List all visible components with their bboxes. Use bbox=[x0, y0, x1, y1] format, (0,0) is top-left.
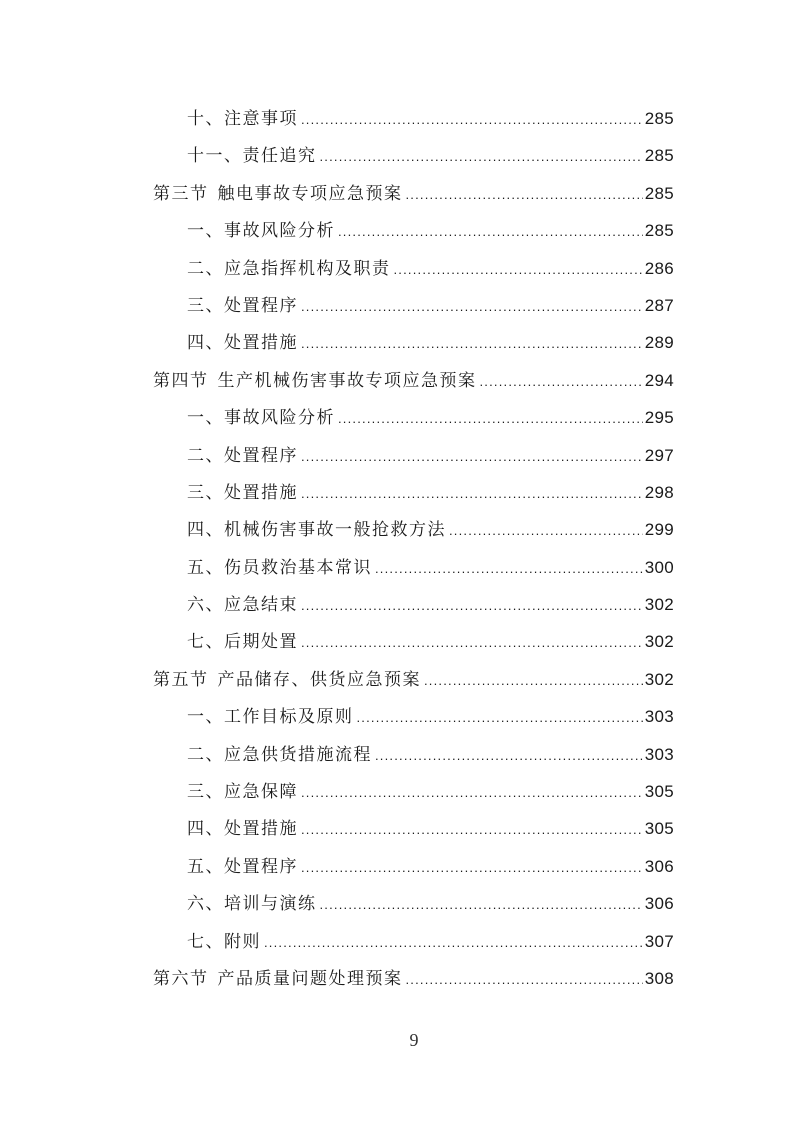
toc-entry-page: 297 bbox=[644, 445, 674, 465]
toc-entry-page: 303 bbox=[644, 707, 674, 727]
toc-entry[interactable] bbox=[153, 923, 674, 960]
dot-leader bbox=[301, 849, 643, 886]
toc-entry-label: 一、工作目标及原则 bbox=[187, 707, 354, 728]
toc-entry[interactable] bbox=[153, 848, 674, 885]
section-number: 第六节 bbox=[153, 968, 209, 989]
toc-entry-label: 六、应急结束 bbox=[187, 595, 298, 616]
dot-leader bbox=[406, 961, 643, 998]
toc-entry-label: 二、应急指挥机构及职责 bbox=[187, 258, 391, 279]
toc-entry-label: 十一、责任追究 bbox=[187, 146, 317, 167]
toc-entry-page: 305 bbox=[644, 782, 674, 802]
toc-entry-page: 300 bbox=[644, 557, 674, 577]
toc-entry-page: 299 bbox=[644, 520, 674, 540]
section-number: 第四节 bbox=[153, 370, 209, 391]
toc-entry[interactable] bbox=[153, 736, 674, 773]
toc-entry[interactable] bbox=[153, 549, 674, 586]
dot-leader bbox=[449, 512, 643, 549]
toc-entry[interactable] bbox=[153, 399, 674, 436]
toc-section-entry[interactable] bbox=[153, 175, 674, 212]
toc-entry-page: 285 bbox=[644, 183, 674, 203]
toc-entry-page: 302 bbox=[644, 632, 674, 652]
toc-entry-page: 302 bbox=[644, 595, 674, 615]
toc-entry[interactable] bbox=[153, 773, 674, 810]
toc-section-entry[interactable] bbox=[153, 661, 674, 698]
toc-entry-page: 306 bbox=[644, 856, 674, 876]
toc-entry-page: 287 bbox=[644, 295, 674, 315]
toc-entry-page: 302 bbox=[644, 669, 674, 689]
toc-entry-page: 305 bbox=[644, 819, 674, 839]
toc-entry-page: 294 bbox=[644, 370, 674, 390]
dot-leader bbox=[320, 886, 643, 923]
page-number: 9 bbox=[409, 1030, 419, 1050]
toc-entry[interactable] bbox=[153, 324, 674, 361]
toc-entry[interactable] bbox=[153, 437, 674, 474]
toc-entry[interactable] bbox=[153, 137, 674, 174]
toc-entry[interactable] bbox=[153, 586, 674, 623]
dot-leader bbox=[264, 924, 643, 961]
toc-entry[interactable] bbox=[153, 810, 674, 847]
toc-entry-label: 三、处置措施 bbox=[187, 482, 298, 503]
toc-entry-label: 生产机械伤害事故专项应急预案 bbox=[217, 370, 477, 391]
toc-entry-page: 307 bbox=[644, 931, 674, 951]
toc-entry-label: 三、应急保障 bbox=[187, 782, 298, 803]
dot-leader bbox=[301, 475, 643, 512]
toc-entry-label: 四、处置措施 bbox=[187, 819, 298, 840]
toc-entry-label: 产品质量问题处理预案 bbox=[217, 968, 403, 989]
dot-leader bbox=[357, 699, 643, 736]
toc-entry-label: 七、后期处置 bbox=[187, 632, 298, 653]
toc-entry-label: 十、注意事项 bbox=[187, 109, 298, 129]
toc-entry-label: 触电事故专项应急预案 bbox=[217, 183, 403, 204]
toc-entry-label: 一、事故风险分析 bbox=[187, 221, 335, 242]
toc-entry[interactable] bbox=[153, 885, 674, 922]
section-number: 第五节 bbox=[153, 669, 209, 690]
toc-entry-page: 285 bbox=[644, 221, 674, 241]
toc-entry[interactable] bbox=[153, 511, 674, 548]
toc-entry-page: 285 bbox=[644, 146, 674, 166]
toc-entry[interactable] bbox=[153, 287, 674, 324]
dot-leader bbox=[301, 624, 643, 661]
toc-entry[interactable] bbox=[153, 623, 674, 660]
dot-leader bbox=[301, 438, 643, 475]
toc-entry-page: 306 bbox=[644, 894, 674, 914]
toc-entry-label: 五、伤员救治基本常识 bbox=[187, 557, 372, 578]
dot-leader bbox=[338, 400, 643, 437]
dot-leader bbox=[301, 774, 643, 811]
toc-entry-label: 五、处置程序 bbox=[187, 856, 298, 877]
toc-entry-label: 四、处置措施 bbox=[187, 333, 298, 354]
section-number: 第三节 bbox=[153, 183, 209, 204]
dot-leader bbox=[301, 288, 643, 325]
toc-entry-label: 一、事故风险分析 bbox=[187, 408, 335, 429]
dot-leader bbox=[338, 213, 643, 250]
toc-entry-page: 308 bbox=[644, 968, 674, 988]
dot-leader bbox=[394, 251, 643, 288]
dot-leader bbox=[301, 811, 643, 848]
toc-entry-page: 286 bbox=[644, 258, 674, 278]
dot-leader bbox=[301, 325, 643, 362]
table-of-contents bbox=[153, 100, 674, 997]
toc-entry-page: 289 bbox=[644, 333, 674, 353]
toc-entry-label: 产品储存、供货应急预案 bbox=[217, 669, 421, 690]
dot-leader bbox=[301, 101, 643, 138]
dot-leader bbox=[424, 662, 643, 699]
dot-leader bbox=[406, 176, 643, 213]
dot-leader bbox=[480, 363, 643, 400]
toc-entry[interactable] bbox=[153, 212, 674, 249]
dot-leader bbox=[375, 737, 643, 774]
toc-entry-label: 七、附则 bbox=[187, 931, 261, 952]
toc-section-entry[interactable] bbox=[153, 960, 674, 997]
dot-leader bbox=[301, 587, 643, 624]
toc-entry-label: 四、机械伤害事故一般抢救方法 bbox=[187, 520, 446, 541]
toc-entry-label: 二、应急供货措施流程 bbox=[187, 744, 372, 765]
toc-section-entry[interactable] bbox=[153, 362, 674, 399]
toc-entry-page: 298 bbox=[644, 482, 674, 502]
toc-entry-label: 二、处置程序 bbox=[187, 445, 298, 466]
toc-entry-page: 303 bbox=[644, 744, 674, 764]
toc-entry-label: 六、培训与演练 bbox=[187, 894, 317, 915]
dot-leader bbox=[320, 138, 643, 175]
toc-entry[interactable] bbox=[153, 698, 674, 735]
toc-entry-label: 三、处置程序 bbox=[187, 295, 298, 316]
dot-leader bbox=[375, 550, 643, 587]
toc-entry[interactable] bbox=[153, 250, 674, 287]
toc-entry[interactable] bbox=[153, 474, 674, 511]
toc-entry-page: 285 bbox=[644, 109, 674, 128]
toc-entry[interactable] bbox=[153, 100, 674, 137]
toc-entry-page: 295 bbox=[644, 408, 674, 428]
